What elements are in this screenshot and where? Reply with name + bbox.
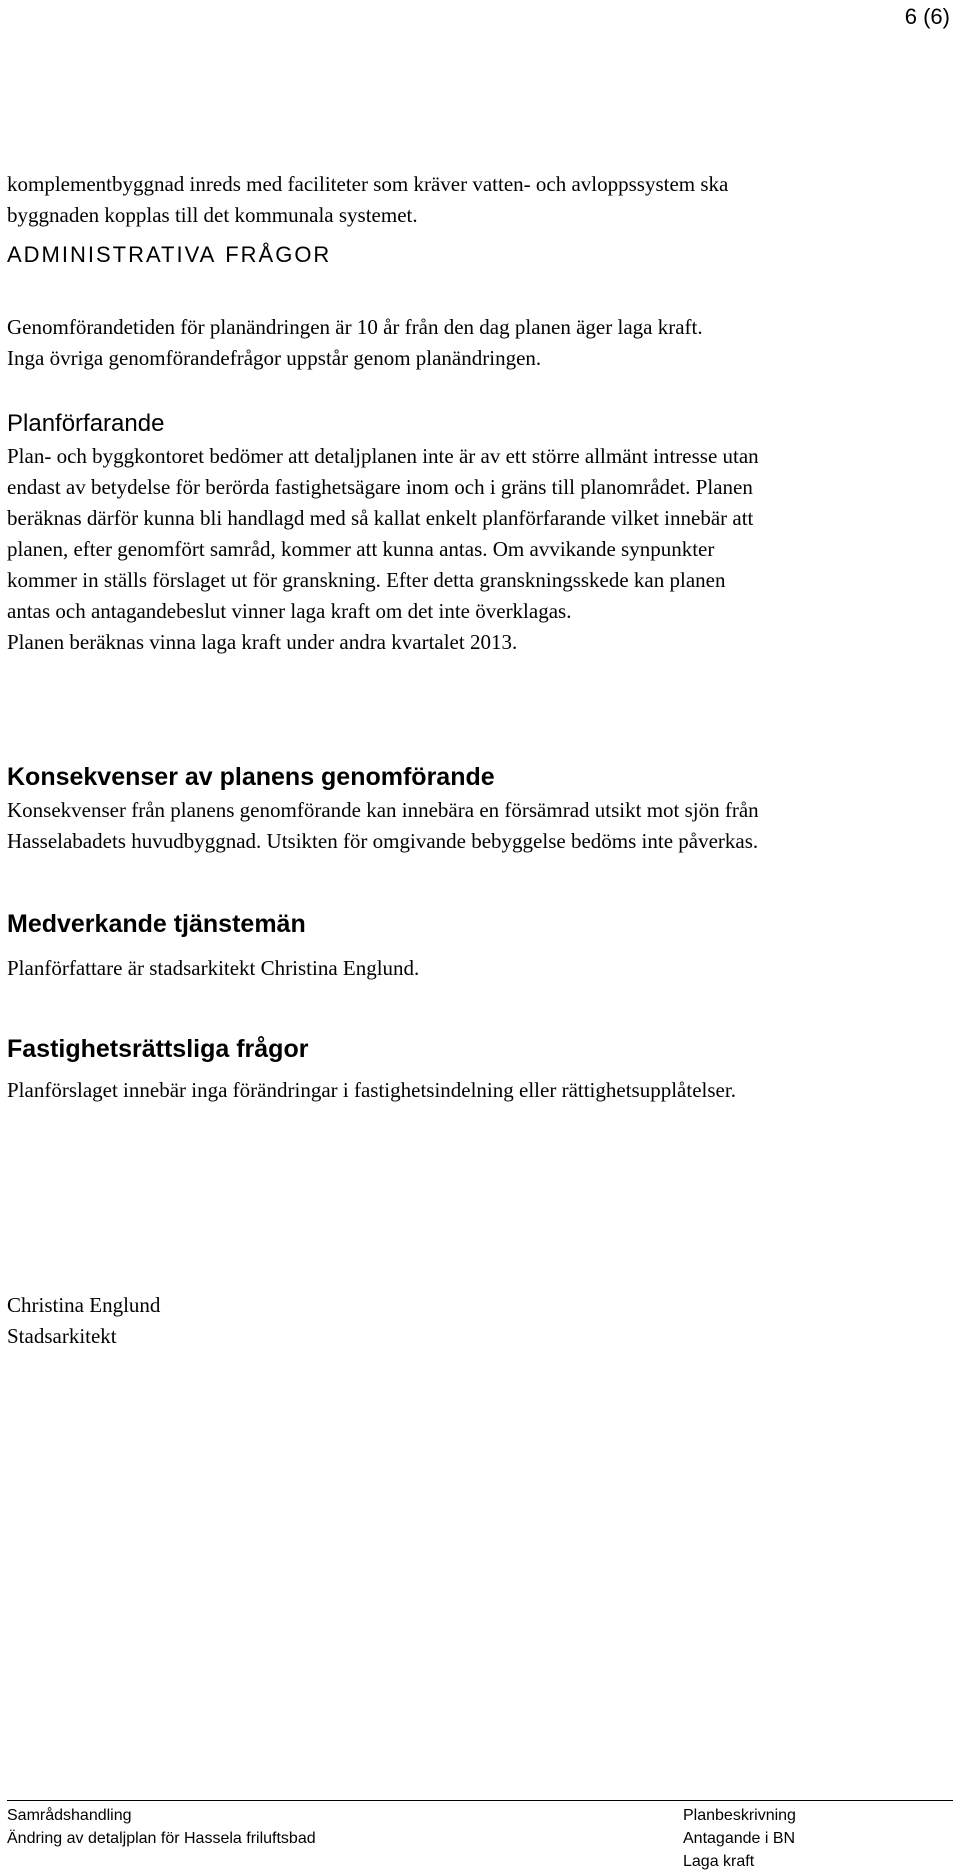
intro-paragraph [7,169,957,231]
planforfarande-line-4: planen, efter genomfört samråd, kommer att kunna antas. Om avvikande synpunkter [7,537,715,561]
medverkande-paragraph [7,953,957,984]
fastighet-paragraph [7,1075,957,1106]
planforfarande-line-6: antas och antagandebeslut vinner laga kraft om det inte överklagas. [7,599,572,623]
konsekvenser-paragraph [7,795,957,857]
planforfarande-line-1: Plan- och byggkontoret bedömer att detaljplanen inte är av ett större allmänt intresse utan [7,444,759,468]
admin-heading: ADMINISTRATIVA FRÅGOR [7,242,332,267]
intro-line-1: komplementbyggnad inreds med faciliteter som kräver vatten- och avloppssystem ska [7,172,729,196]
footer-right [683,1804,796,1873]
konsekvenser-heading: Konsekvenser av planens genomförande [7,763,495,791]
fastighet-line-1: Planförslaget innebär inga förändringar i fastighetsindelning eller rättighetsupplåtelser. [7,1078,736,1102]
footer-document-type: Planbeskrivning [683,1807,796,1824]
footer-adoption: Antagande i BN [683,1830,796,1847]
konsekvenser-line-1: Konsekvenser från planens genomförande kan innebära en försämrad utsikt mot sjön från [7,798,759,822]
footer-left [7,1804,316,1850]
planforfarande-line-2: endast av betydelse för berörda fastighetsägare inom och i gräns till planområdet. Planen [7,475,753,499]
footer-plan-title: Ändring av detaljplan för Hassela friluftsbad [7,1830,316,1847]
signature-name: Christina Englund [7,1293,161,1317]
planforfarande-line-3: beräknas därför kunna bli handlagd med så kallat enkelt planförfarande vilket innebär att [7,506,754,530]
planforfarande-line-7: Planen beräknas vinna laga kraft under andra kvartalet 2013. [7,630,518,654]
admin-line-1: Genomförandetiden för planändringen är 10 år från den dag planen äger laga kraft. [7,315,703,339]
signature-title: Stadsarkitekt [7,1324,117,1348]
admin-paragraph [7,312,957,374]
planforfarande-paragraph [7,441,957,658]
signature-block [7,1290,957,1352]
medverkande-heading: Medverkande tjänstemän [7,910,306,938]
medverkande-line-1: Planförfattare är stadsarkitekt Christina Englund. [7,956,420,980]
admin-line-2: Inga övriga genomförandefrågor uppstår genom planändringen. [7,346,542,370]
footer-divider [7,1800,953,1801]
footer-document-status: Samrådshandling [7,1807,132,1824]
planforfarande-heading: Planförfarande [7,410,165,437]
fastighet-heading: Fastighetsrättsliga frågor [7,1035,309,1063]
konsekvenser-line-2: Hasselabadets huvudbyggnad. Utsikten för omgivande bebyggelse bedöms inte påverkas. [7,829,759,853]
footer-legal-status: Laga kraft [683,1853,755,1870]
intro-line-2: byggnaden kopplas till det kommunala systemet. [7,203,418,227]
planforfarande-line-5: kommer in ställs förslaget ut för granskning. Efter detta granskningsskede kan planen [7,568,726,592]
page-number: 6 (6) [904,4,950,29]
